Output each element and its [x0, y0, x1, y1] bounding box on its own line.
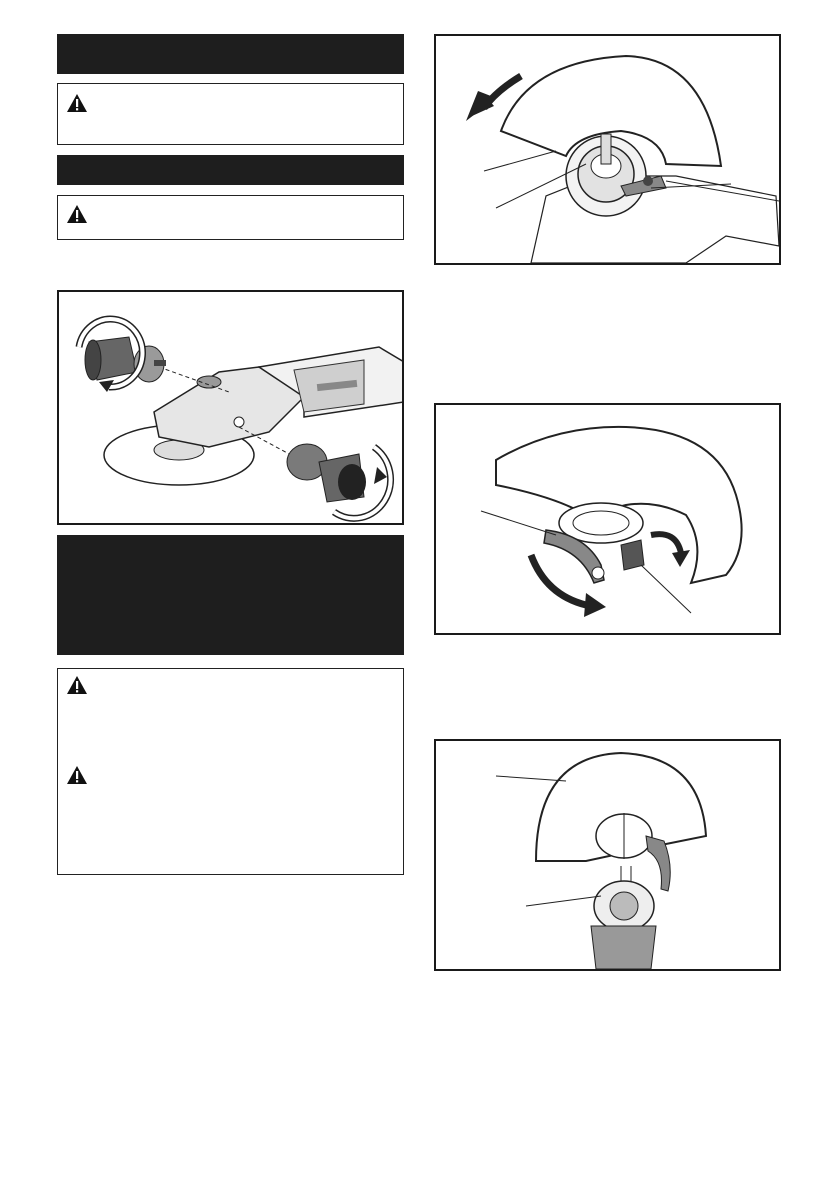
figure-wheel-guard-install — [434, 739, 781, 971]
callout-line-2 — [526, 896, 601, 906]
warning-triangle-icon — [66, 675, 88, 695]
rotate-arrow-icon — [651, 534, 690, 567]
callout-line-1 — [496, 776, 566, 781]
callout-line-1 — [484, 151, 556, 171]
side-grip-left — [85, 337, 166, 382]
figure-wheel-guard-rotate — [434, 34, 781, 265]
warning-box-3 — [57, 668, 404, 875]
figure-wheel-guard-lever — [434, 403, 781, 635]
section-header-bar-1 — [57, 34, 404, 74]
warning-triangle-icon — [66, 204, 88, 224]
warning-triangle-icon — [66, 93, 88, 113]
section-header-bar-3 — [57, 535, 404, 655]
figure-side-grip-install — [57, 290, 404, 525]
warning-triangle-icon — [66, 765, 88, 785]
warning-box-2 — [57, 195, 404, 240]
callout-line-1 — [481, 511, 556, 535]
callout-line-2 — [641, 565, 691, 613]
side-grip-right — [287, 444, 366, 502]
warning-box-1 — [57, 83, 404, 145]
section-header-bar-2 — [57, 155, 404, 185]
